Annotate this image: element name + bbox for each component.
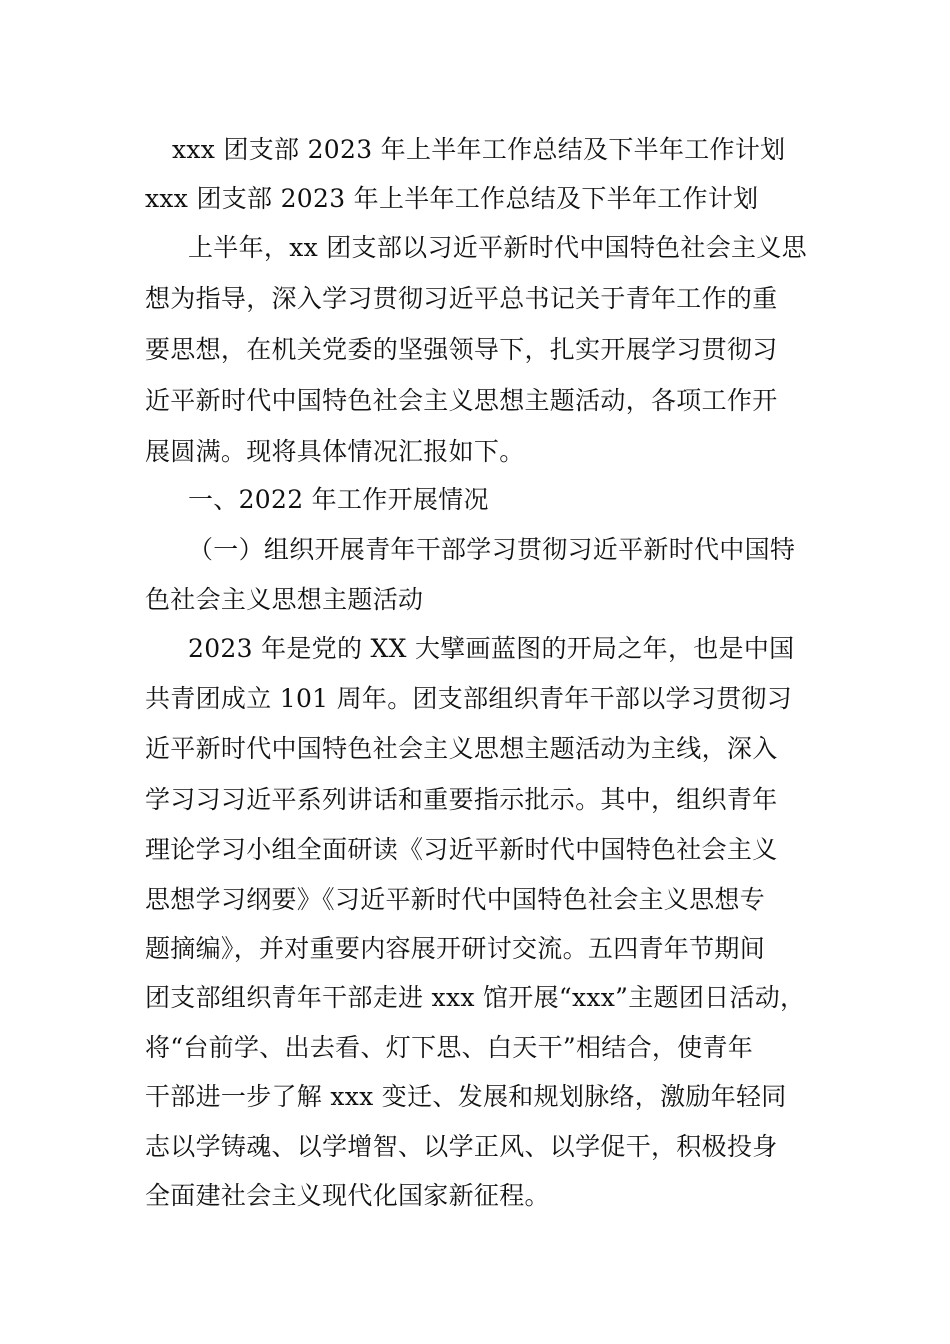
body-line: 共青团成立 101 周年。团支部组织青年干部以学习贯彻习 [145, 684, 793, 713]
section-heading: 一、2022 年工作开展情况 [188, 485, 489, 514]
subsection-heading: 色社会主义思想主题活动 [145, 585, 424, 614]
document-title-repeat: xxx 团支部 2023 年上半年工作总结及下半年工作计划 [145, 184, 759, 213]
body-line: 全面建社会主义现代化国家新征程。 [145, 1181, 550, 1210]
document-title: xxx 团支部 2023 年上半年工作总结及下半年工作计划 [172, 135, 786, 164]
body-line: 题摘编》，并对重要内容展开研讨交流。五四青年节期间 [145, 934, 766, 963]
body-line: 学习习习近平系列讲话和重要指示批示。其中，组织青年 [145, 785, 778, 814]
body-line: 干部进一步了解 xxx 变迁、发展和规划脉络，激励年轻同 [145, 1082, 787, 1111]
body-line: 思想学习纲要》《习近平新时代中国特色社会主义思想专 [145, 885, 766, 914]
intro-line: 要思想，在机关党委的坚强领导下，扎实开展学习贯彻习 [145, 335, 778, 364]
subsection-heading: （一）组织开展青年干部学习贯彻习近平新时代中国特 [188, 535, 796, 564]
body-line: 将“台前学、出去看、灯下思、白天干”相结合，使青年 [145, 1033, 754, 1062]
intro-line: 展圆满。现将具体情况汇报如下。 [145, 437, 525, 466]
body-line: 近平新时代中国特色社会主义思想主题活动为主线，深入 [145, 734, 778, 763]
body-line: 志以学铸魂、以学增智、以学正风、以学促干，积极投身 [145, 1132, 778, 1161]
intro-line: 近平新时代中国特色社会主义思想主题活动，各项工作开 [145, 386, 778, 415]
body-line: 2023 年是党的 XX 大擘画蓝图的开局之年，也是中国 [188, 634, 795, 663]
body-line: 理论学习小组全面研读《习近平新时代中国特色社会主义 [145, 835, 778, 864]
intro-line: 想为指导，深入学习贯彻习近平总书记关于青年工作的重 [145, 284, 778, 313]
body-line: 团支部组织青年干部走进 xxx 馆开展“xxx”主题团日活动， [145, 983, 806, 1012]
intro-line: 上半年，xx 团支部以习近平新时代中国特色社会主义思 [188, 233, 807, 262]
